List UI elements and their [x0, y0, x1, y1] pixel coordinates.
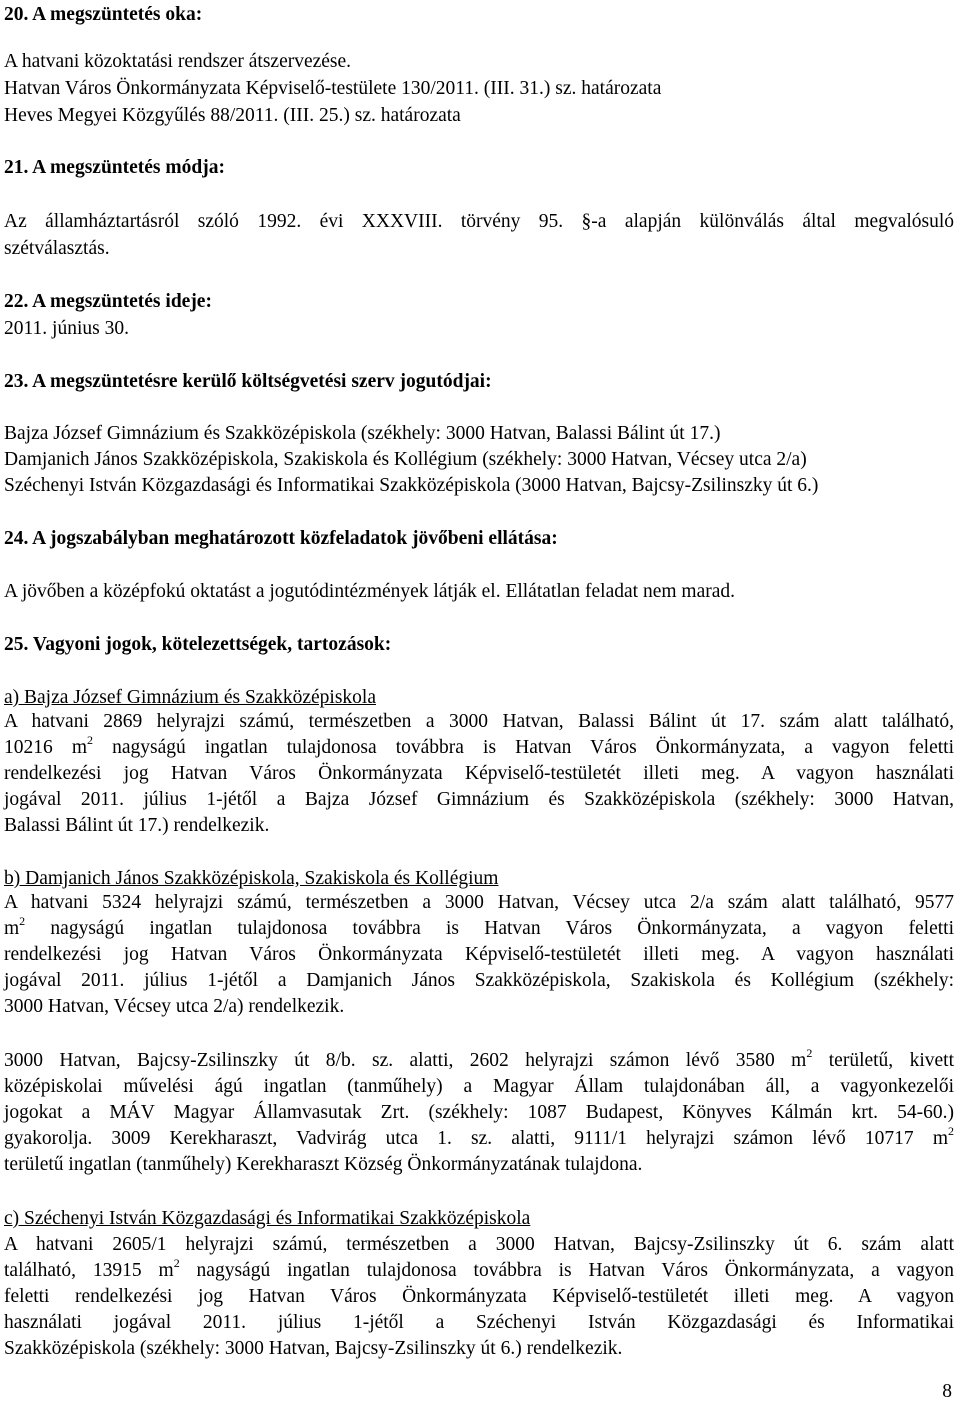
subsection-a-line-1: A hatvani 2869 helyrajzi számú, természetben a 3000 Hatvan, Balassi Bálint út 17. szám alatt található,: [4, 711, 954, 732]
successor-szechenyi: Széchenyi István Közgazdasági és Informatikai Szakközépiskola (3000 Hatvan, Bajcsy-Zsilinszky út 6.): [4, 475, 819, 496]
subsection-b-line-2: $m^2$ nagyságú ingatlan tulajdonosa továbbra is Hatvan Város Önkormányzata, a vagyon feletti: [4, 914, 954, 939]
section-21-line-1: Az államháztartásról szóló 1992. évi XXXVIII. törvény 95. §-a alapján különválás által megvalósuló: [4, 211, 954, 232]
section-23-heading: 23. A megszüntetésre kerülő költségvetési szerv jogutódjai:: [4, 371, 492, 392]
section-25-heading: 25. Vagyoni jogok, kötelezettségek, tartozások:: [4, 634, 392, 655]
workshop-paragraph-line-4: gyakorolja. 3009 Kerekharaszt, Vadvirág utca 1. sz. alatti, 9111/1 helyrajzi számon lévő 10717 $m^2$: [4, 1124, 954, 1149]
subsection-c-title: c) Széchenyi István Közgazdasági és Informatikai Szakközépiskola: [4, 1208, 531, 1229]
subsection-a-line-2: 10216 $m^2$ nagyságú ingatlan tulajdonosa továbbra is Hatvan Város Önkormányzata, a vagyon feletti: [4, 733, 955, 758]
subsection-c-line-4: használati jogával 2011. július 1-jétől a Széchenyi István Közgazdasági és Informatikai: [4, 1312, 954, 1333]
subsection-c-line-3: feletti rendelkezési jog Hatvan Város Önkormányzata Képviselő-testületét illeti meg. A vagyon: [4, 1286, 954, 1307]
subsection-c-line-2: található, 13915 $m^2$ nagyságú ingatlan tulajdonosa továbbra is Hatvan Város Önkormányzata, a vagyon: [4, 1256, 954, 1281]
section-21-line-2: szétválasztás.: [4, 238, 110, 259]
subsection-b-line-5: 3000 Hatvan, Vécsey utca 2/a) rendelkezik.: [4, 996, 345, 1017]
subsection-a-title: a) Bajza József Gimnázium és Szakközépiskola: [4, 687, 376, 708]
section-21-heading: 21. A megszüntetés módja:: [4, 157, 225, 178]
subsection-b-line-4: jogával 2011. július 1-jétől a Damjanich János Szakközépiskola, Szakiskola és Kollégium (székhely:: [4, 970, 954, 991]
section-22-date: 2011. június 30.: [4, 318, 129, 339]
workshop-paragraph-line-2: középiskolai művelési ágú ingatlan (tanműhely) a Magyar Állam tulajdonában áll, a vagyonkezelői: [4, 1076, 954, 1097]
section-24-heading: 24. A jogszabályban meghatározott közfeladatok jövőbeni ellátása:: [4, 528, 558, 549]
section-20-line-3: Heves Megyei Közgyűlés 88/2011. (III. 25.) sz. határozata: [4, 105, 461, 126]
subsection-a-line-4: jogával 2011. július 1-jétől a Bajza József Gimnázium és Szakközépiskola (székhely: 3000 Hatvan,: [4, 789, 954, 810]
section-22-heading: 22. A megszüntetés ideje:: [4, 291, 212, 312]
subsection-a-line-3: rendelkezési jog Hatvan Város Önkormányzata Képviselő-testületét illeti meg. A vagyon használati: [4, 763, 954, 784]
workshop-paragraph-line-3: jogokat a MÁV Magyar Államvasutak Zrt. (székhely: 1087 Budapest, Könyves Kálmán krt. 54-60.): [4, 1102, 954, 1123]
subsection-a-line-5: Balassi Bálint út 17.) rendelkezik.: [4, 815, 270, 836]
section-20-line-2: Hatvan Város Önkormányzata Képviselő-testülete 130/2011. (III. 31.) sz. határozata: [4, 78, 662, 99]
workshop-paragraph-line-1: 3000 Hatvan, Bajcsy-Zsilinszky út 8/b. sz. alatti, 2602 helyrajzi számon lévő 3580 $m^2$ területű, kivett: [4, 1046, 954, 1071]
successor-damjanich: Damjanich János Szakközépiskola, Szakiskola és Kollégium (székhely: 3000 Hatvan, Vécsey utca 2/a): [4, 449, 807, 470]
successor-bajza: Bajza József Gimnázium és Szakközépiskola (székhely: 3000 Hatvan, Balassi Bálint út 17.): [4, 423, 721, 444]
subsection-b-line-3: rendelkezési jog Hatvan Város Önkormányzata Képviselő-testületét illeti meg. A vagyon használati: [4, 944, 954, 965]
section-20-heading: 20. A megszüntetés oka:: [4, 4, 203, 25]
section-24-text: A jövőben a középfokú oktatást a jogutódintézmények látják el. Ellátatlan feladat nem marad.: [4, 581, 735, 602]
subsection-b-title: b) Damjanich János Szakközépiskola, Szakiskola és Kollégium: [4, 868, 499, 889]
section-20-line-1: A hatvani közoktatási rendszer átszervezése.: [4, 51, 352, 72]
page-number: 8: [942, 1381, 952, 1402]
subsection-c-line-1: A hatvani 2605/1 helyrajzi számú, természetben a 3000 Hatvan, Bajcsy-Zsilinszky út 6. szám alatt: [4, 1234, 954, 1255]
subsection-b-line-1: A hatvani 5324 helyrajzi számú, természetben a 3000 Hatvan, Vécsey utca 2/a szám alatt található, 9577: [4, 892, 954, 913]
subsection-c-line-5: Szakközépiskola (székhely: 3000 Hatvan, Bajcsy-Zsilinszky út 6.) rendelkezik.: [4, 1338, 623, 1359]
workshop-paragraph-line-5: területű ingatlan (tanműhely) Kerekharaszt Község Önkormányzatának tulajdona.: [4, 1154, 643, 1175]
